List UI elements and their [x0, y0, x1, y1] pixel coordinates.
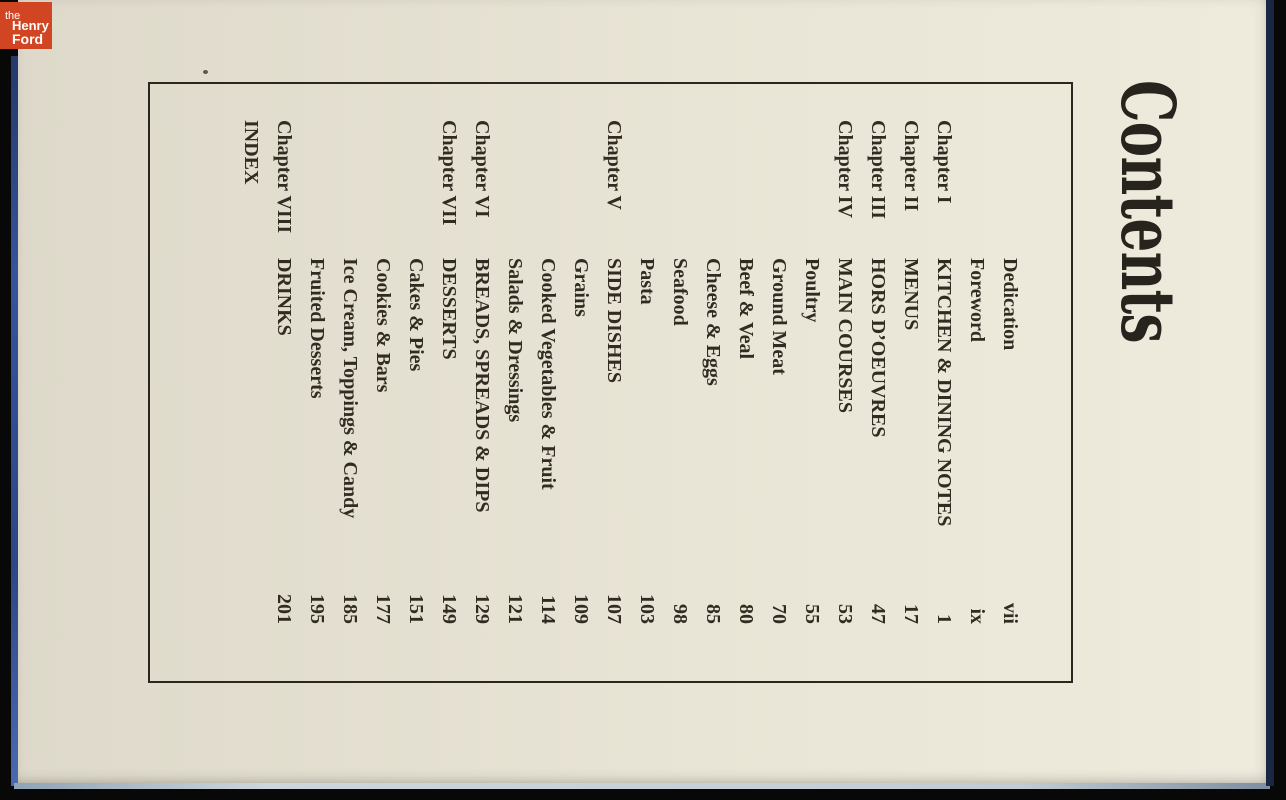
- toc-row: [927, 84, 960, 681]
- toc-page-number: 1: [933, 614, 955, 624]
- toc-title: MENUS: [900, 258, 922, 331]
- toc-chapter-label: Chapter VIII: [273, 120, 295, 234]
- toc-row: [399, 84, 432, 681]
- toc-page-number: 149: [438, 594, 460, 624]
- toc-chapter-label: Chapter I: [933, 120, 955, 204]
- toc-page-number: 121: [504, 594, 526, 624]
- toc-row: [663, 84, 696, 681]
- toc-row: [960, 84, 993, 681]
- toc-title: DESSERTS: [438, 258, 460, 360]
- book-cover-edge-right: [1266, 0, 1274, 786]
- toc-title: Salads & Dressings: [504, 258, 526, 423]
- toc-row: [828, 84, 861, 681]
- toc-row: [762, 84, 795, 681]
- toc-page-number: 177: [372, 594, 394, 624]
- toc-page-number: 201: [273, 594, 295, 624]
- toc-title: Ice Cream, Toppings & Candy: [339, 258, 361, 519]
- toc-title: SIDE DISHES: [603, 258, 625, 384]
- logo-word-the: the: [5, 10, 21, 22]
- toc-title: MAIN COURSES: [834, 258, 856, 414]
- toc-title: BREADS, SPREADS & DIPS: [471, 258, 493, 513]
- toc-page-number: 55: [801, 604, 823, 624]
- book-cover-edge-left: [11, 56, 18, 786]
- toc-row: [432, 84, 465, 681]
- toc-page-number: 107: [603, 594, 625, 624]
- toc-title: Fruited Desserts: [306, 258, 328, 399]
- toc-page-number: 53: [834, 604, 856, 624]
- toc-chapter-label: Chapter VII: [438, 120, 460, 226]
- toc-title: HORS D’OEUVRES: [867, 258, 889, 438]
- toc-chapter-label: INDEX: [240, 120, 262, 185]
- toc-title: Beef & Veal: [735, 258, 757, 360]
- toc-title: KITCHEN & DINING NOTES: [933, 258, 955, 527]
- toc-row: [993, 84, 1026, 681]
- toc-row: [300, 84, 333, 681]
- logo-word-henry: Henry: [12, 18, 49, 33]
- page-edge-bottom: [14, 783, 1270, 789]
- toc-title: Ground Meat: [768, 258, 790, 375]
- book-page: [18, 0, 1272, 786]
- toc-page-number: 195: [306, 594, 328, 624]
- toc-row: [465, 84, 498, 681]
- toc-page-number: 80: [735, 604, 757, 624]
- toc-title: Dedication: [999, 258, 1021, 351]
- toc-title: Cookies & Bars: [372, 258, 394, 393]
- toc-page-number: 47: [867, 604, 889, 624]
- toc-page-number: 151: [405, 594, 427, 624]
- toc-page-number: ix: [966, 608, 988, 624]
- toc-row: [597, 84, 630, 681]
- toc-row: [498, 84, 531, 681]
- page-title: Contents: [1104, 80, 1190, 343]
- ink-speck: [203, 70, 208, 74]
- toc-row: [234, 84, 267, 681]
- toc-page-number: 103: [636, 594, 658, 624]
- toc-page-number: 98: [669, 604, 691, 624]
- toc-chapter-label: Chapter IV: [834, 120, 856, 218]
- toc-title: Pasta: [636, 258, 658, 305]
- toc-row: [696, 84, 729, 681]
- toc-row: [366, 84, 399, 681]
- toc-row: [630, 84, 663, 681]
- toc-title: Seafood: [669, 258, 691, 326]
- toc-chapter-label: Chapter III: [867, 120, 889, 220]
- toc-page-number: 70: [768, 604, 790, 624]
- toc-page-number: 114: [537, 595, 559, 624]
- toc-title: Grains: [570, 258, 592, 317]
- toc-title: Poultry: [801, 258, 823, 323]
- toc-page-number: 109: [570, 594, 592, 624]
- toc-row: [564, 84, 597, 681]
- toc-title: Cakes & Pies: [405, 258, 427, 372]
- toc-title: Cooked Vegetables & Fruit: [537, 258, 559, 490]
- toc-page-number: 185: [339, 594, 361, 624]
- toc-page-number: 85: [702, 604, 724, 624]
- toc-page-number: 129: [471, 594, 493, 624]
- toc-title: DRINKS: [273, 258, 295, 336]
- toc-page-number: vii: [999, 602, 1021, 624]
- toc-row: [861, 84, 894, 681]
- contents-box: [148, 82, 1073, 683]
- henry-ford-logo: [0, 2, 52, 49]
- toc-chapter-label: Chapter VI: [471, 120, 493, 218]
- toc-chapter-label: Chapter V: [603, 120, 625, 210]
- toc-row: [531, 84, 564, 681]
- toc-row: [795, 84, 828, 681]
- toc-chapter-label: Chapter II: [900, 120, 922, 212]
- toc-title: Cheese & Eggs: [702, 258, 724, 386]
- toc-row: [267, 84, 300, 681]
- toc-row: [333, 84, 366, 681]
- toc-title: Foreword: [966, 258, 988, 343]
- logo-word-ford: Ford: [12, 31, 44, 47]
- toc-row: [894, 84, 927, 681]
- toc-row: [729, 84, 762, 681]
- contents-list: [234, 84, 1026, 681]
- toc-page-number: 17: [900, 604, 922, 624]
